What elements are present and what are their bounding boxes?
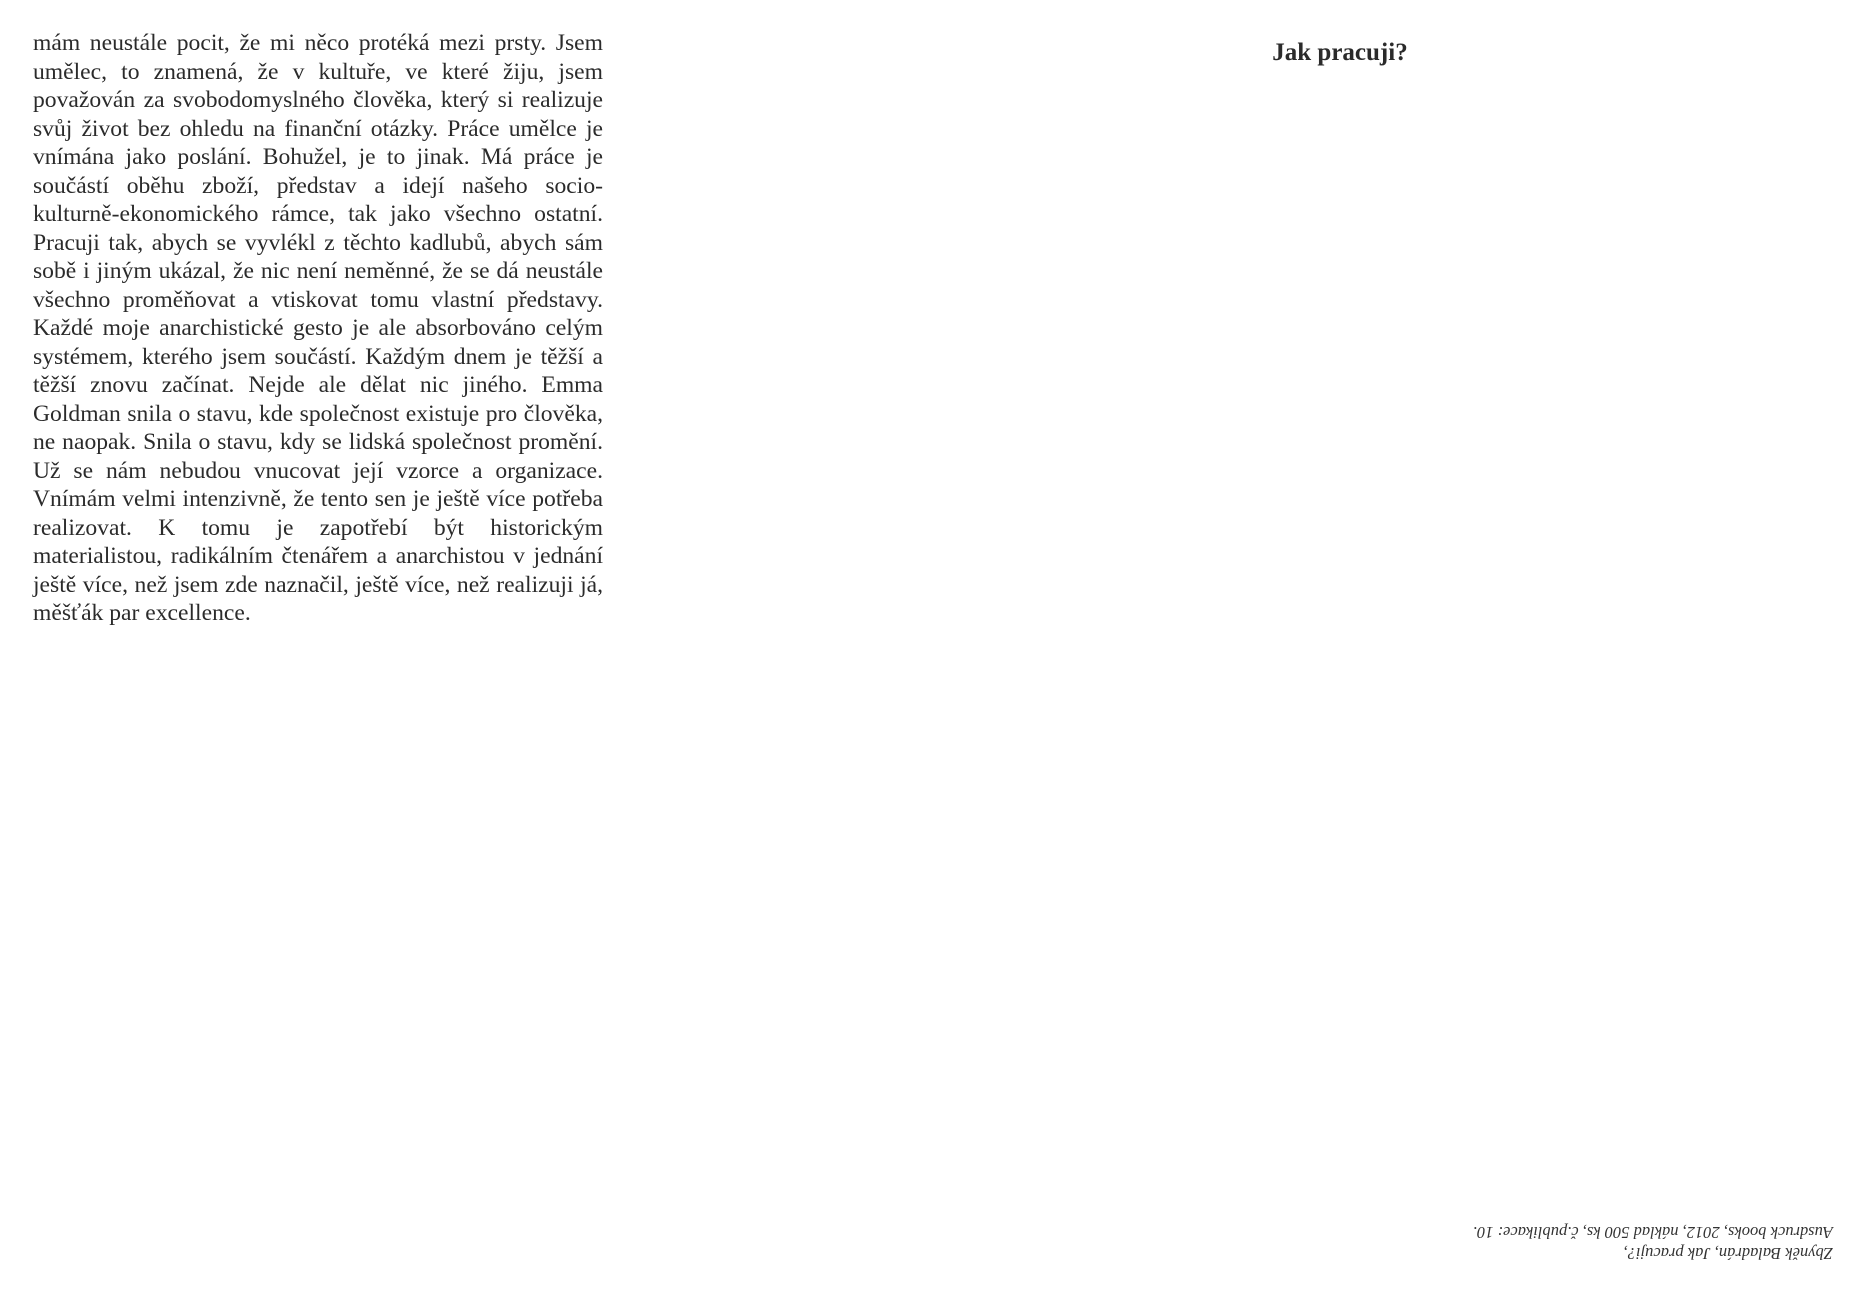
page-heading: Jak pracuji? bbox=[1272, 39, 1408, 66]
body-text: mám neustále pocit, že mi něco protéká mezi prsty. Jsem umělec, to znamená, že v kultuře, ve které žiju, jsem považován za svobodomyslného člověka, který si realizuje svůj život bez ohledu na finanční otázky. Práce umělce je vnímána jako poslání. Bohužel, je to jinak. Má práce je součástí oběhu zboží, představ a idejí našeho socio-kulturně-ekonomického rámce, tak jako všechno ostatní. Pracuji tak, abych se vyvlékl z těchto kadlubů, abych sám sobě i jiným ukázal, že nic není neměnné, že se dá neustále všechno proměňovat a vtiskovat tomu vlastní představy. Každé moje anarchistické gesto je ale absorbováno celým systémem, kterého jsem součástí. Každým dnem je těžší a těžší znovu začínat. Nejde ale dělat nic jiného. Emma Goldman snila o stavu, kde společnost existuje pro člověka, ne naopak. Snila o stavu, kdy se lidská společnost promění. Už se nám nebudou vnucovat její vzorce a organizace. Vnímám velmi intenzivně, že tento sen je ještě více potřeba realizovat. K tomu je zapotřebí být historickým materialistou, radikálním čtenářem a anarchistou v jednání ještě více, než jsem zde naznačil, ještě více, než realizuji já, měšťák par excellence. bbox=[33, 30, 603, 626]
colophon bbox=[1380, 1222, 1833, 1264]
colophon-author-line: Zbyněk Baladrán, Jak pracuji?, bbox=[1623, 1244, 1833, 1263]
colophon-publisher-line: Ausdruck books, 2012, náklad 500 ks, č.publikace: 10. bbox=[1472, 1223, 1833, 1242]
